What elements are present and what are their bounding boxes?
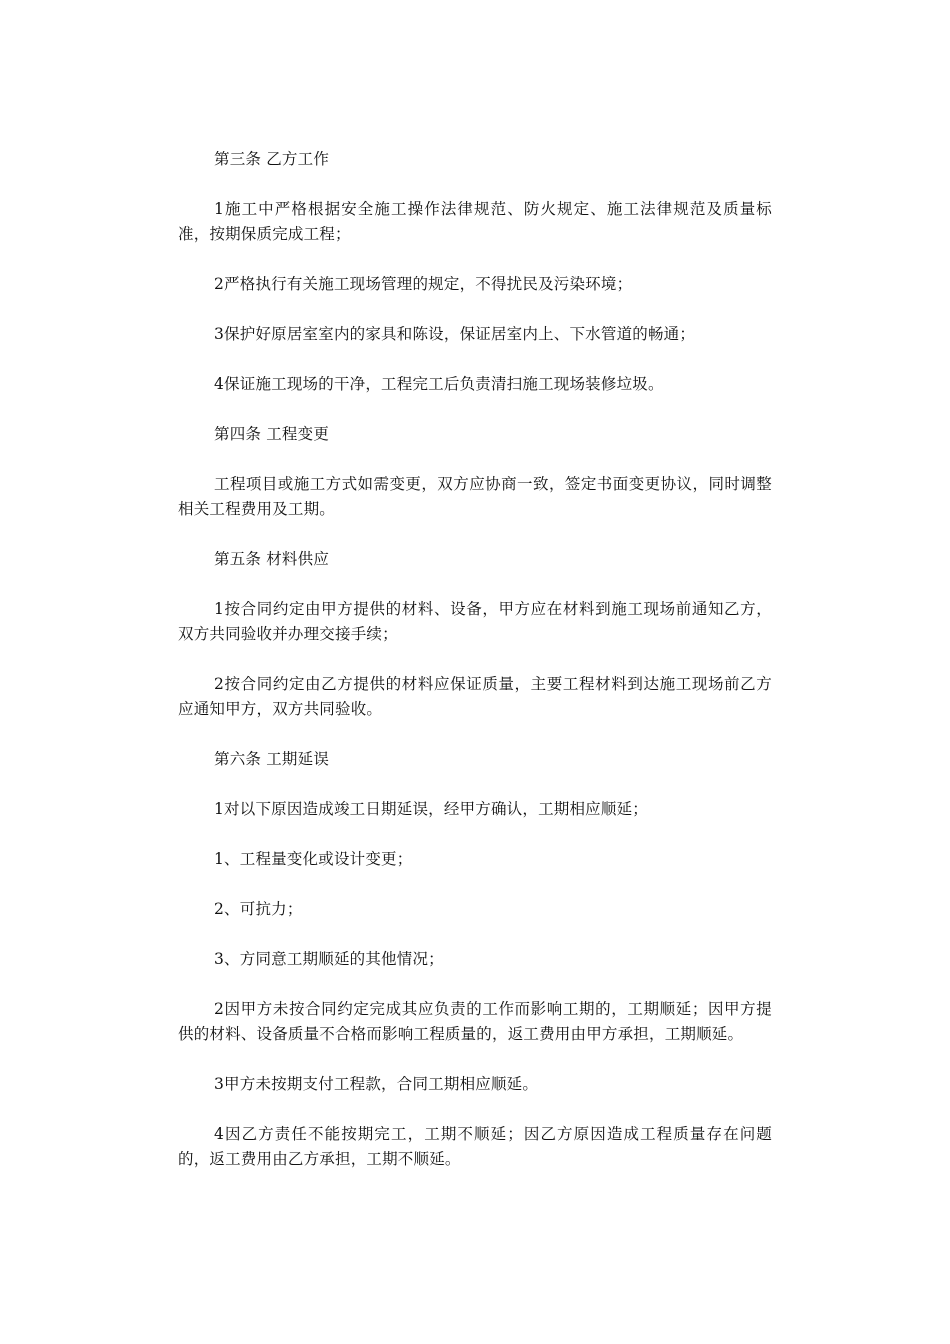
- article-5-item-2: 2按合同约定由乙方提供的材料应保证质量，主要工程材料到达施工现场前乙方应通知甲方，双方共同验收。: [178, 675, 772, 718]
- article-3-item-2: 2严格执行有关施工现场管理的规定，不得扰民及污染环境；: [214, 275, 633, 293]
- article-3-heading: 第三条 乙方工作: [214, 150, 330, 168]
- article-6-item-3: 3甲方未按期支付工程款，合同工期相应顺延。: [214, 1075, 539, 1093]
- article-5-heading: 第五条 材料供应: [214, 550, 330, 568]
- article-4-body: 工程项目或施工方式如需变更，双方应协商一致，签定书面变更协议，同时调整相关工程费用及工期。: [178, 475, 772, 518]
- article-5-item-1: 1按合同约定由甲方提供的材料、设备，甲方应在材料到施工现场前通知乙方，双方共同验收并办理交接手续；: [178, 600, 772, 643]
- document-body: [178, 147, 772, 1197]
- article-6-subitem-2: 2、可抗力；: [214, 900, 303, 918]
- article-3-item-1: 1施工中严格根据安全施工操作法律规范、防火规定、施工法律规范及质量标准，按期保质完成工程；: [178, 200, 772, 243]
- article-6-item-4: 4因乙方责任不能按期完工，工期不顺延；因乙方原因造成工程质量存在问题的，返工费用由乙方承担，工期不顺延。: [178, 1125, 772, 1168]
- article-3-item-4: 4保证施工现场的干净，工程完工后负责清扫施工现场装修垃圾。: [214, 375, 664, 393]
- article-6-item-1: 1对以下原因造成竣工日期延误，经甲方确认，工期相应顺延；: [214, 800, 648, 818]
- article-6-item-2: 2因甲方未按合同约定完成其应负责的工作而影响工期的，工期顺延；因甲方提供的材料、设备质量不合格而影响工程质量的，返工费用由甲方承担，工期顺延。: [178, 1000, 772, 1043]
- article-4-heading: 第四条 工程变更: [214, 425, 330, 443]
- article-6-subitem-3: 3、方同意工期顺延的其他情况；: [214, 950, 444, 968]
- article-3-item-3: 3保护好原居室室内的家具和陈设，保证居室内上、下水管道的畅通；: [214, 325, 696, 343]
- article-6-heading: 第六条 工期延误: [214, 750, 330, 768]
- article-6-subitem-1: 1、工程量变化或设计变更；: [214, 850, 413, 868]
